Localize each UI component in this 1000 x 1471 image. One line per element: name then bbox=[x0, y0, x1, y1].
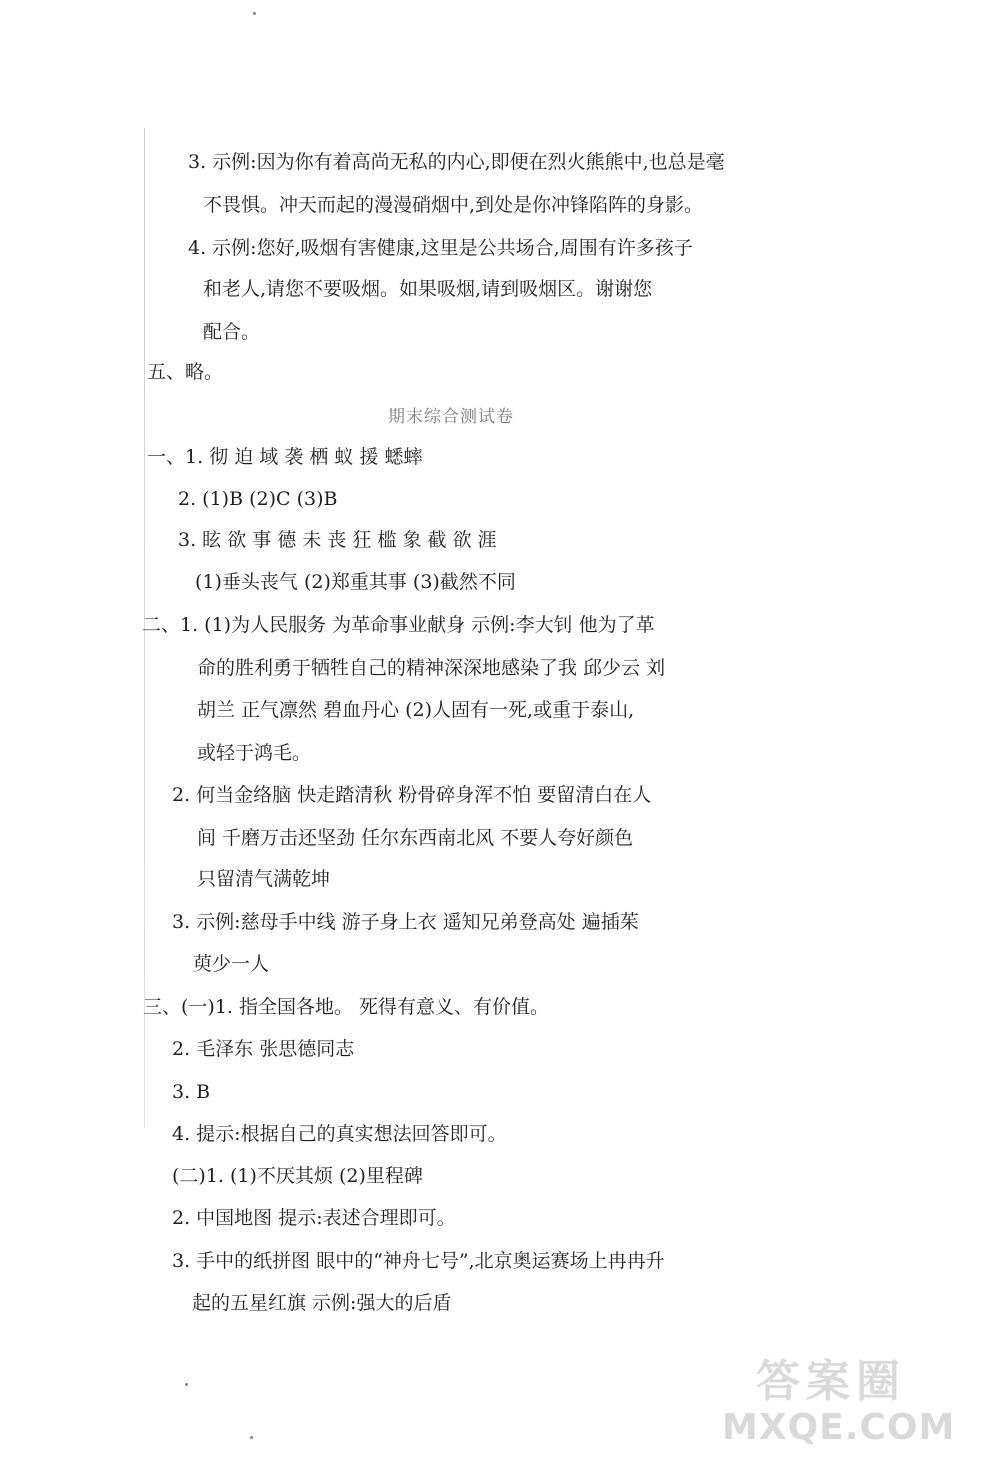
answer-line: 2. 中国地图 提示:表述合理即可。 bbox=[172, 1207, 456, 1229]
answer-line: 胡兰 正气凛然 碧血丹心 (2)人固有一死,或重于泰山, bbox=[197, 699, 635, 721]
watermark-logo-text: 答案圈 bbox=[756, 1356, 906, 1407]
answer-line: 3. 示例:慈母手中线 游子身上衣 遥知兄弟登高处 遍插茱 bbox=[172, 911, 639, 933]
answer-line: 不畏惧。冲天而起的漫漫硝烟中,到处是你冲锋陷阵的身影。 bbox=[203, 194, 704, 216]
answer-line: 只留清气满乾坤 bbox=[197, 868, 331, 890]
watermark-logo bbox=[716, 1343, 986, 1463]
answer-line: 萸少一人 bbox=[193, 953, 270, 975]
answer-line: 五、略。 bbox=[147, 361, 224, 383]
answer-line: 2. 何当金络脑 快走踏清秋 粉骨碎身浑不怕 要留清白在人 bbox=[172, 784, 652, 806]
scan-speck bbox=[185, 1383, 188, 1386]
answer-line: 间 千磨万击还坚劲 任尔东西南北风 不要人夸好颜色 bbox=[197, 827, 634, 849]
section-title: 期末综合测试卷 bbox=[388, 407, 514, 427]
answer-line: 或轻于鸿毛。 bbox=[197, 742, 312, 764]
answer-line: 三、(一)1. 指全国各地。 死得有意义、有价值。 bbox=[143, 996, 550, 1018]
answer-line: 配合。 bbox=[203, 321, 261, 343]
answer-line: (二)1. (1)不厌其烦 (2)里程碑 bbox=[172, 1165, 423, 1187]
scan-speck bbox=[253, 12, 256, 15]
answer-line: 2. 毛泽东 张思德同志 bbox=[172, 1038, 355, 1060]
watermark-url-text: MXQE.COM bbox=[722, 1407, 956, 1448]
answer-line: 3. 手中的纸拼图 眼中的“神舟七号”,北京奥运赛场上冉冉升 bbox=[172, 1250, 665, 1272]
answer-line: 3. 眩 欲 事 德 未 丧 狂 槛 象 截 欲 涯 bbox=[178, 529, 497, 551]
answer-line: 起的五星红旗 示例:强大的后盾 bbox=[192, 1292, 452, 1314]
answer-line: 3. 示例:因为你有着高尚无私的内心,即便在烈火熊熊中,也总是毫 bbox=[188, 151, 725, 173]
scan-speck bbox=[250, 1436, 253, 1439]
answer-line: 一、1. 彻 迫 域 袭 栖 蚁 援 蟋蟀 bbox=[147, 446, 423, 468]
answer-line: 和老人,请您不要吸烟。如果吸烟,请到吸烟区。谢谢您 bbox=[203, 278, 653, 300]
answer-line: (1)垂头丧气 (2)郑重其事 (3)截然不同 bbox=[195, 571, 516, 593]
answer-line: 二、1. (1)为人民服务 为革命事业献身 示例:李大钊 他为了革 bbox=[142, 614, 655, 636]
answer-line: 命的胜利勇于牺牲自己的精神深深地感染了我 邱少云 刘 bbox=[197, 657, 666, 679]
answer-line: 3. B bbox=[172, 1081, 211, 1103]
answer-line: 2. (1)B (2)C (3)B bbox=[178, 488, 338, 510]
answer-line: 4. 示例:您好,吸烟有害健康,这里是公共场合,周围有许多孩子 bbox=[188, 237, 693, 259]
answer-line: 4. 提示:根据自己的真实想法回答即可。 bbox=[172, 1123, 507, 1145]
